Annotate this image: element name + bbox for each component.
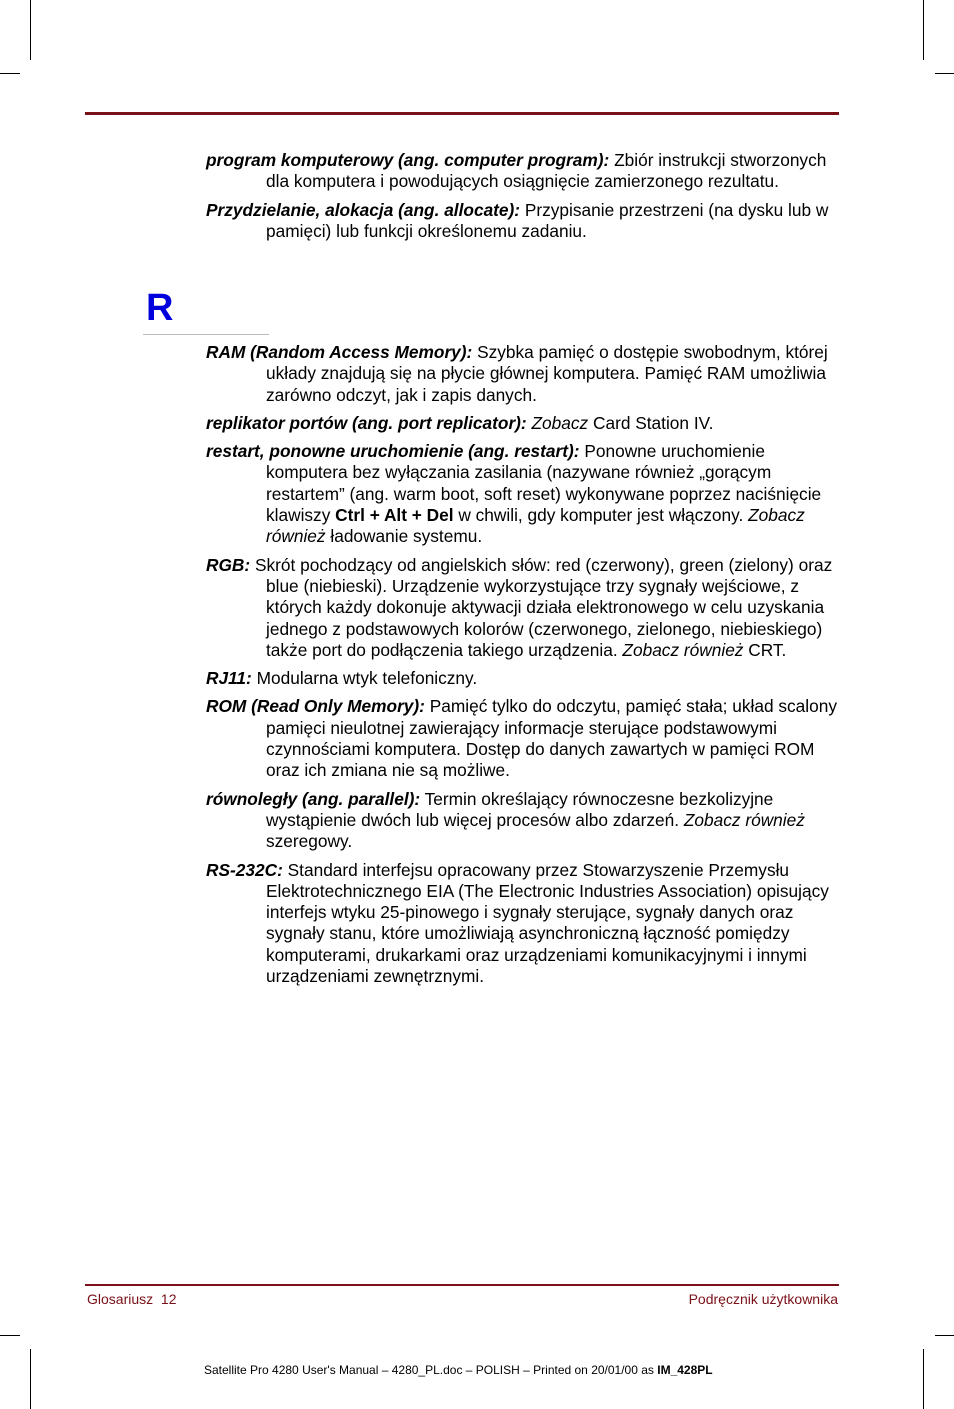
crop-mark: [935, 1335, 954, 1336]
crop-mark: [30, 1349, 31, 1409]
crop-mark: [0, 1335, 20, 1336]
footer-page-label: Glosariusz 12: [87, 1291, 177, 1307]
glossary-entry-replikator: [206, 413, 846, 434]
glossary-entry-ram: [206, 342, 846, 406]
glossary-entry: [206, 200, 846, 243]
glossary-entries-r: [206, 342, 846, 994]
see-reference: Zobacz również: [683, 809, 805, 830]
key-combination: Ctrl + Alt + Del: [335, 505, 454, 526]
entry-term: RGB:: [206, 554, 251, 575]
entry-text: Modularna wtyk telefoniczny.: [251, 668, 478, 689]
entry-text: Przypisanie przestrzeni (na dysku lub w pamięci) lub funkcji określonemu zadaniu.: [266, 199, 829, 241]
print-info-text: Satellite Pro 4280 User's Manual – 4280_PL.doc – POLISH – Printed on 20/01/00 as: [204, 1363, 658, 1377]
crop-mark: [30, 0, 31, 60]
entry-text: Pamięć tylko do odczytu, pamięć stała; układ scalony pamięci nieulotnej zawierający informacje sterujące podstawowymi czynnościami komputera. Dostęp do danych zawartych w pamięci ROM oraz ich zmiana nie są możliwe.: [266, 696, 837, 781]
section-rule: [143, 334, 269, 335]
see-reference: Zobacz również: [622, 639, 744, 660]
entry-term: RS-232C:: [206, 859, 283, 880]
crop-mark: [923, 0, 924, 60]
crop-mark: [935, 73, 954, 74]
print-info-code: IM_428PL: [657, 1363, 713, 1377]
footer-manual-title: Podręcznik użytkownika: [688, 1291, 838, 1307]
entry-text: ładowanie systemu.: [325, 526, 483, 547]
glossary-entry-rj11: [206, 668, 846, 689]
entry-text: Card Station IV.: [588, 412, 714, 433]
print-info-line: [204, 1363, 713, 1377]
entry-term: równoległy (ang. parallel):: [206, 788, 421, 809]
entry-term: RJ11:: [206, 668, 252, 689]
entry-term: replikator portów (ang. port replicator):: [206, 412, 527, 433]
footer-rule: [85, 1284, 839, 1286]
entry-text: w chwili, gdy komputer jest włączony.: [453, 505, 749, 526]
crop-mark: [923, 1349, 924, 1409]
entry-text: Zbiór instrukcji stworzonych dla komputera i powodujących osiągnięcie zamierzonego rezultatu.: [266, 150, 827, 192]
see-reference: Zobacz: [531, 412, 589, 433]
section-letter: R: [146, 287, 174, 329]
entry-text: CRT.: [743, 639, 787, 660]
entry-text: szeregowy.: [266, 831, 353, 852]
entry-term: ROM (Read Only Memory):: [206, 696, 425, 717]
entry-term: program komputerowy (ang. computer program):: [206, 150, 610, 170]
glossary-entry-rs232: [206, 860, 846, 988]
entry-term: restart, ponowne uruchomienie (ang. restart):: [206, 441, 580, 462]
glossary-entry-rgb: [206, 555, 846, 661]
entry-text: Termin określający równoczesne bezkolizyjne wystąpienie dwóch lub więcej procesów albo zdarzeń.: [266, 788, 774, 830]
crop-mark: [0, 73, 20, 74]
glossary-entries-top: [206, 150, 846, 249]
see-reference: Zobacz również: [266, 505, 805, 547]
entry-term: RAM (Random Access Memory):: [206, 342, 473, 362]
glossary-entry: [206, 150, 846, 193]
entry-text: Standard interfejsu opracowany przez Stowarzyszenie Przemysłu Elektrotechnicznego EIA (The Electronic Industries Association) opisujący interfejs wtyku 25-pinowego i sygnały sterujące, sygnały danych oraz sygnały stanu, które umożliwiają asynchroniczną łączność pomiędzy komputerami, drukarkami oraz urządzeniami komunikacyjnymi i innymi urządzeniami zewnętrznymi.: [266, 859, 829, 987]
entry-text: Szybka pamięć o dostępie swobodnym, której układy znajdują się na płycie głównej komputera. Pamięć RAM umożliwia zarówno odczyt, jak i zapis danych.: [266, 342, 828, 405]
glossary-entry-restart: [206, 441, 846, 547]
glossary-entry-rom: [206, 696, 846, 781]
entry-term: Przydzielanie, alokacja (ang. allocate):: [206, 199, 521, 220]
glossary-entry-parallel: [206, 789, 846, 853]
entry-text: Skrót pochodzący od angielskich słów: red (czerwony), green (zielony) oraz blue (niebieski). Urządzenie wykorzystujące trzy sygnały wejściowe, z których każdy dokonuje aktywacji działa elektronowego w celu uzyskania jednego z podstawowych kolorów (czerwonego, zielonego, niebieskiego) także port do podłączenia takiego urządzenia.: [250, 554, 833, 660]
entry-text: Ponowne uruchomienie komputera bez wyłączania zasilania (nazywane również „gorącym restartem” (ang. warm boot, soft reset) wykonywane poprzez naciśnięcie klawiszy: [266, 441, 822, 526]
header-rule: [85, 112, 839, 115]
